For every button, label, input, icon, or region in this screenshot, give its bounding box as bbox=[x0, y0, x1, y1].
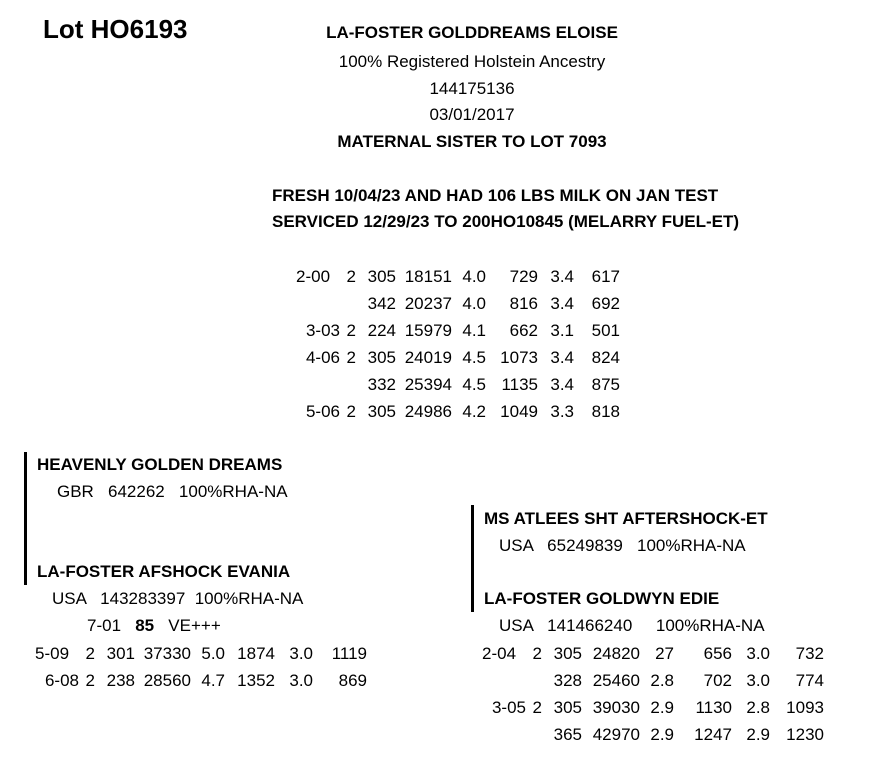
record-cell: 3.4 bbox=[550, 294, 574, 313]
record-cell: 2-04 bbox=[482, 644, 517, 663]
record-cell: 732 bbox=[795, 644, 824, 663]
dam-info: USA 143283397 100%RHA-NA bbox=[52, 589, 304, 608]
record-cell: 2.8 bbox=[746, 698, 770, 717]
record-cell bbox=[296, 371, 340, 398]
dam-records bbox=[35, 640, 367, 694]
record-cell: 37330 bbox=[143, 644, 191, 663]
record-cell: 4.0 bbox=[462, 294, 486, 313]
record-cell bbox=[526, 721, 542, 748]
record-cell: 4.7 bbox=[201, 671, 225, 690]
record-cell: 869 bbox=[338, 671, 367, 690]
record-cell: 875 bbox=[591, 375, 620, 394]
record-cell: 2.8 bbox=[650, 671, 674, 690]
record-cell: 24820 bbox=[592, 644, 640, 663]
pedigree-bracket bbox=[24, 452, 27, 585]
record-cell: 4-06 bbox=[305, 348, 340, 367]
record-cell: 2 bbox=[346, 267, 356, 286]
record-cell: 238 bbox=[106, 671, 135, 690]
record-cell: 816 bbox=[509, 294, 538, 313]
record-cell: 2 bbox=[532, 698, 542, 717]
granddam-records bbox=[482, 640, 824, 748]
dam-classification bbox=[87, 616, 221, 636]
record-cell: 5-06 bbox=[305, 402, 340, 421]
record-cell: 28560 bbox=[143, 671, 191, 690]
record-cell: 332 bbox=[367, 375, 396, 394]
production-records bbox=[296, 263, 620, 425]
record-cell: 20237 bbox=[404, 294, 452, 313]
record-cell: 702 bbox=[703, 671, 732, 690]
record-cell: 656 bbox=[703, 644, 732, 663]
record-cell: 2 bbox=[532, 644, 542, 663]
record-cell bbox=[296, 290, 340, 317]
granddam-info: USA 141466240 100%RHA-NA bbox=[499, 616, 765, 635]
record-cell: 1073 bbox=[500, 348, 538, 367]
class-age: 7-01 bbox=[87, 616, 122, 635]
animal-name: LA-FOSTER GOLDDREAMS ELOISE bbox=[326, 23, 618, 42]
record-cell: 824 bbox=[591, 348, 620, 367]
record-cell: 342 bbox=[367, 294, 396, 313]
class-score: 85 bbox=[135, 616, 155, 635]
record-cell: 2 bbox=[85, 644, 95, 663]
record-cell: 2-00 bbox=[296, 267, 331, 286]
record-cell bbox=[526, 667, 542, 694]
record-cell: 3.0 bbox=[746, 671, 770, 690]
registration-number: 144175136 bbox=[429, 79, 515, 98]
record-cell: 27 bbox=[655, 644, 674, 663]
lot-number: Lot HO6193 bbox=[43, 14, 188, 44]
record-cell: 1230 bbox=[786, 725, 824, 744]
granddam-name: LA-FOSTER GOLDWYN EDIE bbox=[484, 589, 720, 608]
record-cell: 24019 bbox=[404, 348, 452, 367]
pedigree-bracket bbox=[471, 505, 474, 612]
record-cell: 692 bbox=[591, 294, 620, 313]
record-cell: 662 bbox=[509, 321, 538, 340]
record-cell: 1874 bbox=[237, 644, 275, 663]
record-cell bbox=[482, 721, 526, 748]
record-cell: 3-03 bbox=[305, 321, 340, 340]
record-cell: 3.0 bbox=[289, 671, 313, 690]
dam-name: LA-FOSTER AFSHOCK EVANIA bbox=[37, 562, 291, 581]
record-cell: 301 bbox=[106, 644, 135, 663]
record-cell: 328 bbox=[553, 671, 582, 690]
record-cell: 2.9 bbox=[650, 725, 674, 744]
record-cell: 3.4 bbox=[550, 267, 574, 286]
record-cell: 24986 bbox=[404, 402, 452, 421]
record-cell: 25394 bbox=[404, 375, 452, 394]
record-cell bbox=[482, 667, 526, 694]
record-cell: 305 bbox=[367, 402, 396, 421]
record-cell: 39030 bbox=[592, 698, 640, 717]
record-cell: 1049 bbox=[500, 402, 538, 421]
record-cell: 305 bbox=[367, 267, 396, 286]
record-cell: 4.0 bbox=[462, 267, 486, 286]
sister-note: MATERNAL SISTER TO LOT 7093 bbox=[337, 132, 607, 151]
record-cell: 818 bbox=[591, 402, 620, 421]
record-cell: 729 bbox=[509, 267, 538, 286]
record-cell: 18151 bbox=[404, 267, 452, 286]
record-cell: 1135 bbox=[501, 375, 538, 394]
record-cell: 2.9 bbox=[746, 725, 770, 744]
dam-sire-name: MS ATLEES SHT AFTERSHOCK-ET bbox=[484, 509, 768, 528]
sire-name: HEAVENLY GOLDEN DREAMS bbox=[37, 455, 283, 474]
record-cell: 2 bbox=[85, 671, 95, 690]
record-cell: 3.0 bbox=[746, 644, 770, 663]
record-cell: 4.1 bbox=[462, 321, 486, 340]
record-cell: 3.1 bbox=[550, 321, 574, 340]
record-cell bbox=[340, 371, 356, 398]
record-cell: 1352 bbox=[237, 671, 275, 690]
record-cell bbox=[340, 290, 356, 317]
record-cell: 1119 bbox=[331, 644, 367, 663]
record-cell: 4.5 bbox=[462, 375, 486, 394]
record-cell: 2 bbox=[346, 321, 356, 340]
record-cell: 4.5 bbox=[462, 348, 486, 367]
record-cell: 3.4 bbox=[550, 348, 574, 367]
record-cell: 4.2 bbox=[462, 402, 486, 421]
record-cell: 1247 bbox=[694, 725, 732, 744]
sire-info: GBR 642262 100%RHA-NA bbox=[57, 482, 288, 501]
record-cell: 501 bbox=[591, 321, 620, 340]
service-note: SERVICED 12/29/23 TO 200HO10845 (MELARRY FUEL-ET) bbox=[272, 212, 740, 231]
record-cell: 3.0 bbox=[289, 644, 313, 663]
record-cell: 2 bbox=[346, 402, 356, 421]
fresh-note: FRESH 10/04/23 AND HAD 106 LBS MILK ON JAN TEST bbox=[272, 186, 719, 205]
record-cell: 1130 bbox=[695, 698, 732, 717]
record-cell: 15979 bbox=[404, 321, 452, 340]
record-cell: 617 bbox=[591, 267, 620, 286]
record-cell: 25460 bbox=[592, 671, 640, 690]
record-cell: 3.3 bbox=[550, 402, 574, 421]
record-cell: 305 bbox=[553, 698, 582, 717]
ancestry: 100% Registered Holstein Ancestry bbox=[338, 52, 606, 71]
record-cell: 365 bbox=[553, 725, 582, 744]
dam-sire-info: USA 65249839 100%RHA-NA bbox=[499, 536, 746, 555]
record-cell: 3-05 bbox=[491, 698, 526, 717]
record-cell: 2 bbox=[346, 348, 356, 367]
class-grade: VE+++ bbox=[168, 616, 221, 635]
record-cell: 3.4 bbox=[550, 375, 574, 394]
birth-date: 03/01/2017 bbox=[429, 105, 515, 124]
record-cell: 5-09 bbox=[35, 644, 70, 663]
record-cell: 224 bbox=[367, 321, 396, 340]
record-cell: 42970 bbox=[592, 725, 640, 744]
record-cell: 2.9 bbox=[650, 698, 674, 717]
record-cell: 5.0 bbox=[201, 644, 225, 663]
record-cell: 305 bbox=[367, 348, 396, 367]
record-cell: 1093 bbox=[786, 698, 824, 717]
record-cell: 774 bbox=[795, 671, 824, 690]
record-cell: 6-08 bbox=[44, 671, 79, 690]
record-cell: 305 bbox=[553, 644, 582, 663]
